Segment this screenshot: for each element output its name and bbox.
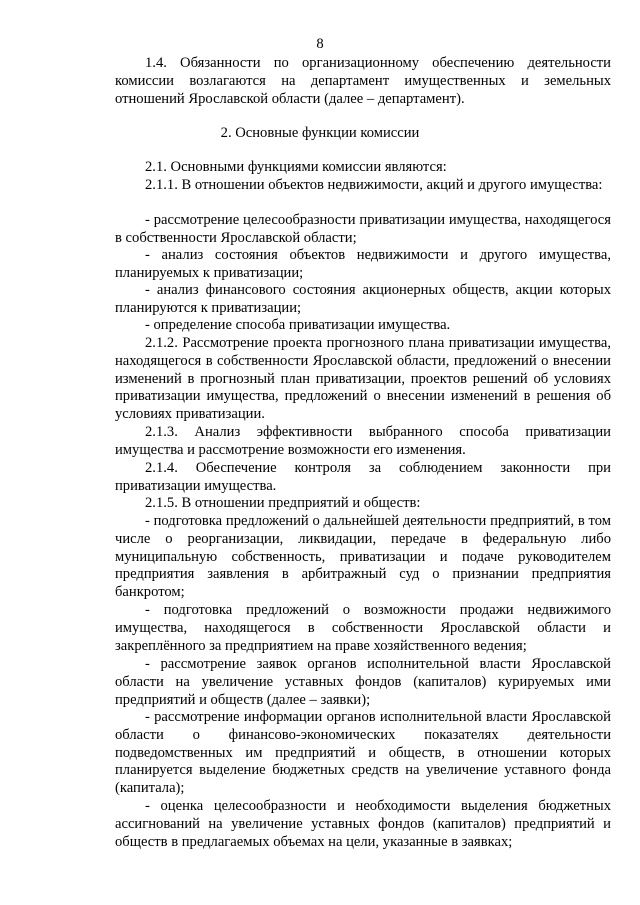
section-heading: 2. Основные функции комиссии xyxy=(220,125,420,141)
paragraph-2-1-5: 2.1.5. В отношении предприятий и обществ: xyxy=(145,495,421,511)
list-item-financial-analysis: - анализ финансового состояния акционерных обществ, акции которых планируются к приватизации; xyxy=(115,282,611,316)
list-item-privatization-method: - определение способа приватизации имущества. xyxy=(145,317,451,333)
paragraph-2-1-3: 2.1.3. Анализ эффективности выбранного способа приватизации имущества и рассмотрение возможности его изменения. xyxy=(115,424,611,458)
list-item-applications-review: - рассмотрение заявок органов исполнительной власти Ярославской области на увеличение уставных фондов (капиталов) курируемых ими предприятий и обществ (далее – заявки); xyxy=(115,656,611,708)
list-item-budget-assessment: - оценка целесообразности и необходимости выделения бюджетных ассигнований на увеличение уставных фондов (капиталов) предприятий и обществ в предлагаемых объемах на цели, указанные в заявках; xyxy=(115,798,611,850)
list-item-property-analysis: - анализ состояния объектов недвижимости и другого имущества, планируемых к приватизации; xyxy=(115,247,611,281)
paragraph-2-1-2: 2.1.2. Рассмотрение проекта прогнозного плана приватизации имущества, находящегося в собственности Ярославской области, предложений о внесении изменений в прогнозный план приватизации, проектов решений об условиях приватизации имущества, предложений о внесении изменений в решения об условиях приватизации. xyxy=(115,335,611,423)
paragraph-1-4: 1.4. Обязанности по организационному обеспечению деятельности комиссии возлагаются на департамент имущественных и земельных отношений Ярославской области (далее – департамент). xyxy=(115,55,611,107)
paragraph-2-1: 2.1. Основными функциями комиссии являются: xyxy=(145,159,447,175)
list-item-privatization-expediency: - рассмотрение целесообразности приватизации имущества, находящегося в собственности Ярославской области; xyxy=(115,212,611,246)
list-item-enterprise-proposals: - подготовка предложений о дальнейшей деятельности предприятий, в том числе о реорганизации, ликвидации, передаче в федеральную либо муниципальную собственность, приватизации и подаче руководителем предприятия заявления в арбитражный суд о признании предприятия банкротом; xyxy=(115,513,611,601)
list-item-property-sale-proposals: - подготовка предложений о возможности продажи недвижимого имущества, находящегося в собственности Ярославской области и закреплённого за предприятием на праве хозяйственного ведения; xyxy=(115,602,611,654)
paragraph-2-1-4: 2.1.4. Обеспечение контроля за соблюдением законности при приватизации имущества. xyxy=(115,460,611,494)
list-item-financial-info-review: - рассмотрение информации органов исполнительной власти Ярославской области о финансово-экономических показателях деятельности подведомственных им предприятий и обществ, в отношении которых планируется выделение бюджетных средств на увеличение уставного фонда (капитала); xyxy=(115,709,611,797)
page-number: 8 xyxy=(316,36,324,52)
paragraph-2-1-1: 2.1.1. В отношении объектов недвижимости, акций и другого имущества: xyxy=(145,177,603,193)
